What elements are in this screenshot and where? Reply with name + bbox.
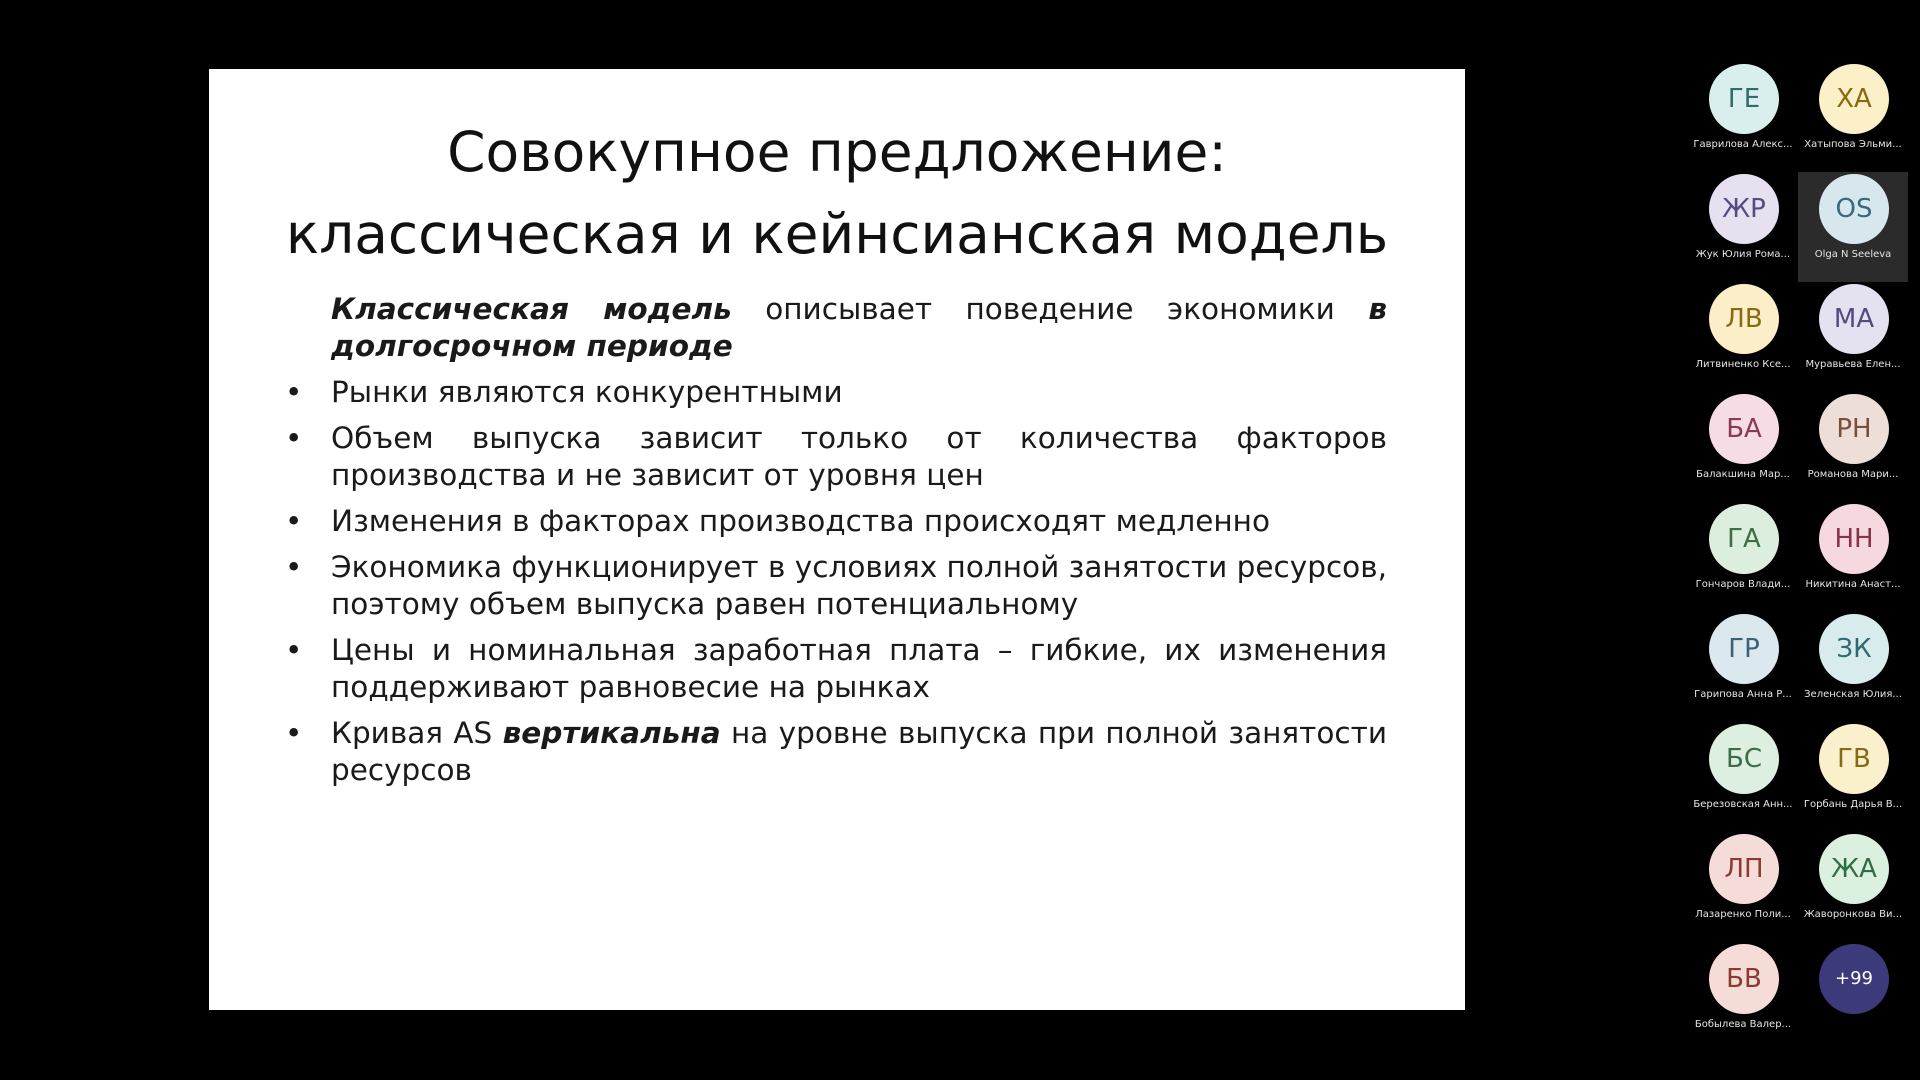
participant-avatar: ЛП (1709, 834, 1779, 904)
participant-avatar: ХА (1819, 64, 1889, 134)
participant-name: Гаврилова Алекс... (1693, 139, 1793, 150)
participant-avatar: ГВ (1819, 724, 1889, 794)
participant-avatar: БА (1709, 394, 1779, 464)
intro-middle-text: описывает поведение экономики (731, 292, 1369, 326)
participant-name: Березовская Анн... (1693, 799, 1793, 810)
participant-name: Горбань Дарья В... (1803, 799, 1903, 810)
participant-tile[interactable] (1798, 832, 1908, 942)
bullet-text-prefix: Кривая AS (331, 716, 503, 750)
participant-avatar: ГА (1709, 504, 1779, 574)
bullet-text: Экономика функционирует в условиях полной занятости ресурсов, поэтому объем выпуска равен потенциальному (331, 550, 1387, 621)
bullet-text: Объем выпуска зависит только от количества факторов производства и не зависит от уровня цен (331, 421, 1387, 492)
participant-name: Жук Юлия Рома... (1695, 249, 1791, 260)
participant-tile[interactable] (1688, 392, 1798, 502)
participant-avatar: ГР (1709, 614, 1779, 684)
participant-tile[interactable] (1798, 62, 1908, 172)
participant-name: Никитина Анаст... (1805, 579, 1901, 590)
bullet-item (285, 420, 1387, 494)
slide-body (285, 291, 1387, 798)
participant-name: Муравьева Елен... (1805, 359, 1901, 370)
bullet-marker: • (285, 633, 303, 667)
participant-tile[interactable] (1688, 172, 1798, 282)
bullet-text: Рынки являются конкурентными (331, 375, 843, 409)
participant-tile[interactable] (1798, 172, 1908, 282)
participant-name: Романова Мари... (1807, 469, 1899, 480)
participant-tile[interactable] (1798, 392, 1908, 502)
slide-title (209, 111, 1465, 275)
participant-name: Лазаренко Поли... (1695, 909, 1791, 920)
participant-avatar: OS (1819, 174, 1889, 244)
participant-tile[interactable] (1688, 722, 1798, 832)
participant-tile[interactable] (1798, 722, 1908, 832)
participant-name: Гончаров Влади... (1695, 579, 1791, 590)
participant-tile[interactable] (1688, 942, 1798, 1052)
slide-title-line-2: классическая и кейнсианская модель (285, 202, 1389, 266)
participant-avatar: ЖР (1709, 174, 1779, 244)
bullet-text: Цены и номинальная заработная плата – гибкие, их изменения поддерживают равновесие на рынках (331, 633, 1387, 704)
participant-tile[interactable] (1688, 612, 1798, 722)
bullet-item (285, 503, 1387, 540)
participant-tile[interactable] (1688, 502, 1798, 612)
presentation-slide (209, 69, 1465, 1010)
bullet-item (285, 715, 1387, 789)
participant-avatar: НН (1819, 504, 1889, 574)
intro-paragraph (331, 291, 1387, 365)
participant-avatar: БС (1709, 724, 1779, 794)
bullet-marker: • (285, 716, 303, 750)
participant-tile[interactable] (1688, 832, 1798, 942)
bullet-marker: • (285, 550, 303, 584)
participant-tile[interactable] (1688, 62, 1798, 172)
bullet-item (285, 632, 1387, 706)
participant-tile[interactable] (1688, 282, 1798, 392)
participant-tile[interactable] (1798, 502, 1908, 612)
bullet-marker: • (285, 421, 303, 455)
more-participants-button[interactable] (1798, 942, 1908, 1052)
participant-tile[interactable] (1798, 282, 1908, 392)
participant-avatar: БВ (1709, 944, 1779, 1014)
participant-name: Жаворонкова Ви... (1803, 909, 1903, 920)
participant-avatar: МА (1819, 284, 1889, 354)
participant-avatar: РН (1819, 394, 1889, 464)
participant-name: Гарипова Анна Р... (1694, 689, 1792, 700)
participant-avatar: ГЕ (1709, 64, 1779, 134)
participant-tile[interactable] (1798, 612, 1908, 722)
participant-avatar: ЛВ (1709, 284, 1779, 354)
bullet-text-suffix: на уровне выпуска при полной занятости ресурсов (331, 716, 1387, 787)
bullet-item (285, 549, 1387, 623)
bullet-list (285, 374, 1387, 789)
bullet-text: Изменения в факторах производства происходят медленно (331, 504, 1271, 538)
slide-title-line-1: Совокупное предложение: (447, 120, 1227, 184)
participant-name: Бобылева Валер... (1694, 1019, 1792, 1030)
participant-avatar: ЖА (1819, 834, 1889, 904)
bullet-marker: • (285, 504, 303, 538)
bullet-marker: • (285, 375, 303, 409)
participant-name: Olga N Seeleva (1814, 249, 1892, 260)
participant-avatar: ЗК (1819, 614, 1889, 684)
participant-name: Литвиненко Ксе... (1695, 359, 1791, 370)
participant-name: Зеленская Юлия... (1804, 689, 1902, 700)
bullet-item (285, 374, 1387, 411)
intro-tail-emphasis: в долгосрочном периоде (331, 292, 1387, 363)
bullet-text-emphasis: вертикальна (502, 716, 721, 750)
more-participants-count: +99 (1819, 944, 1889, 1014)
intro-lead-emphasis: Классическая модель (331, 292, 732, 326)
participant-name: Балакшина Мар... (1696, 469, 1790, 480)
participant-name: Хатыпова Эльми... (1804, 139, 1902, 150)
